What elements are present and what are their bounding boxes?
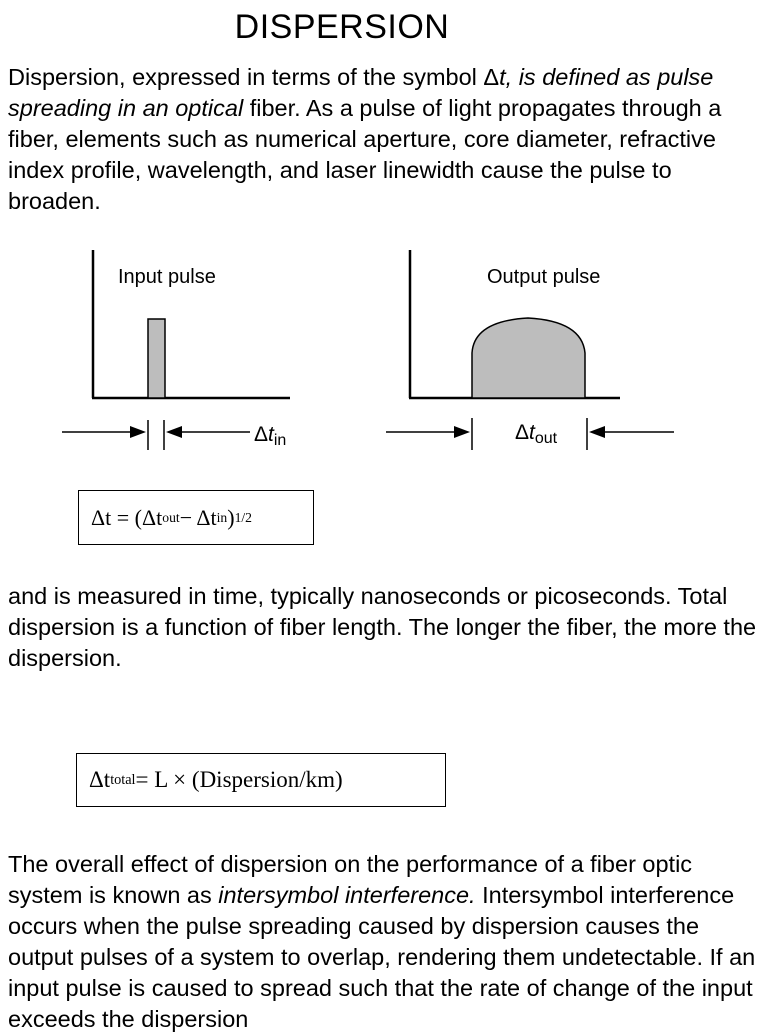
intro-text-3: fiber. As a pulse of light propagates through a fiber, elements such as numerical aperture, core diameter, refractive index profile, wavelength, and laser linewidth cause the pulse to broaden. bbox=[8, 95, 722, 214]
output-pulse-label: Output pulse bbox=[487, 266, 601, 288]
formula2-lhs: Δt bbox=[89, 767, 111, 792]
isi-paragraph bbox=[8, 849, 764, 1035]
measure-paragraph: and is measured in time, typically nanoseconds or picoseconds. Total dispersion is a function of fiber length. The longer the fiber, the more the dispersion. bbox=[8, 583, 757, 671]
isi-text-italic: intersymbol interference. bbox=[218, 882, 476, 908]
formula2-rhs: = L × (Dispersion/km) bbox=[135, 767, 343, 792]
formula1-close: ) bbox=[227, 504, 235, 530]
intro-text-italic: , is defined as pulse spreading in an optical bbox=[8, 64, 714, 121]
delta-t-out-label: Δtout bbox=[515, 421, 558, 447]
formula-delta-t bbox=[78, 490, 314, 545]
input-arrowhead-left bbox=[130, 426, 146, 438]
input-pulse-shape bbox=[148, 319, 165, 398]
intro-symbol-t: t bbox=[499, 64, 506, 90]
intro-paragraph bbox=[8, 62, 764, 217]
input-pulse-label: Input pulse bbox=[118, 266, 216, 288]
formula1-sub-out: out bbox=[162, 509, 180, 525]
formula1-sub-in: in bbox=[216, 509, 228, 525]
formula1-lhs: Δt = (Δt bbox=[91, 504, 163, 530]
isi-text-1: The overall effect of dispersion on the performance of a fiber optic system is known as bbox=[8, 851, 693, 908]
page-title: DISPERSION bbox=[234, 8, 450, 46]
intro-text-1: Dispersion, expressed in terms of the symbol Δ bbox=[8, 64, 500, 90]
isi-text-2: Intersymbol interference occurs when the pulse spreading caused by dispersion causes the output pulses of a system to overlap, rendering them undetectable. If an input pulse is caused to spread such that the rate of change of the input exceeds the dispersion bbox=[8, 882, 756, 1032]
formula2-sub-total: total bbox=[110, 771, 136, 788]
output-arrowhead-left bbox=[454, 426, 470, 438]
formula1-minus: − Δt bbox=[179, 504, 217, 530]
delta-t-in-label: Δtin bbox=[254, 423, 287, 449]
pulse-dispersion-diagram bbox=[0, 240, 768, 455]
formula-total-dispersion bbox=[76, 753, 446, 807]
output-pulse-shape bbox=[472, 318, 585, 398]
formula1-exponent: 1/2 bbox=[234, 509, 252, 525]
